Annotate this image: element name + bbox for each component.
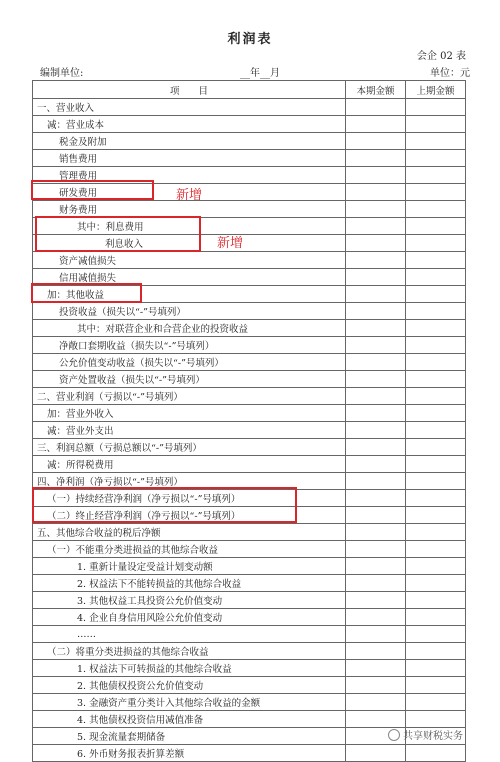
current-amount-cell bbox=[346, 235, 406, 252]
table-row bbox=[33, 524, 466, 541]
row-label: 投资收益（损失以“-”号填列） bbox=[33, 303, 346, 320]
row-label: 四、净利润（净亏损以“-”号填列） bbox=[33, 473, 346, 490]
current-amount-cell bbox=[346, 592, 406, 609]
row-label: 2. 权益法下不能转损益的其他综合收益 bbox=[33, 575, 346, 592]
table-row bbox=[33, 592, 466, 609]
current-amount-cell bbox=[346, 524, 406, 541]
prior-amount-cell bbox=[406, 337, 466, 354]
table-row bbox=[33, 150, 466, 167]
row-label: 其中：利息费用 bbox=[33, 218, 346, 235]
prior-amount-cell bbox=[406, 558, 466, 575]
current-amount-cell bbox=[346, 218, 406, 235]
table-row bbox=[33, 541, 466, 558]
table-row bbox=[33, 116, 466, 133]
current-amount-cell bbox=[346, 405, 406, 422]
row-label: 五、其他综合收益的税后净额 bbox=[33, 524, 346, 541]
column-header-item: 项 目 bbox=[33, 81, 346, 99]
prior-amount-cell bbox=[406, 252, 466, 269]
row-label: 财务费用 bbox=[33, 201, 346, 218]
table-row bbox=[33, 405, 466, 422]
prior-amount-cell bbox=[406, 745, 466, 762]
row-label: 1. 重新计量设定受益计划变动额 bbox=[33, 558, 346, 575]
current-amount-cell bbox=[346, 116, 406, 133]
prior-amount-cell bbox=[406, 592, 466, 609]
table-row bbox=[33, 201, 466, 218]
table-row bbox=[33, 694, 466, 711]
row-label: 减：所得税费用 bbox=[33, 456, 346, 473]
prior-amount-cell bbox=[406, 439, 466, 456]
row-label: 1. 权益法下可转损益的其他综合收益 bbox=[33, 660, 346, 677]
current-amount-cell bbox=[346, 660, 406, 677]
row-label: 5. 现金流量套期储备 bbox=[33, 728, 346, 745]
current-amount-cell bbox=[346, 575, 406, 592]
table-row bbox=[33, 745, 466, 762]
form-code: 会企 02 表 bbox=[416, 51, 466, 62]
prior-amount-cell bbox=[406, 473, 466, 490]
current-amount-cell bbox=[346, 184, 406, 201]
unit-line bbox=[40, 64, 470, 78]
current-amount-cell bbox=[346, 201, 406, 218]
row-label: 减：营业外支出 bbox=[33, 422, 346, 439]
wechat-icon bbox=[388, 729, 400, 741]
current-amount-cell bbox=[346, 609, 406, 626]
row-label: 三、利润总额（亏损总额以“-”号填列） bbox=[33, 439, 346, 456]
prior-amount-cell bbox=[406, 575, 466, 592]
current-amount-cell bbox=[346, 507, 406, 524]
table-row bbox=[33, 660, 466, 677]
table-row bbox=[33, 626, 466, 643]
prior-amount-cell bbox=[406, 694, 466, 711]
prior-amount-cell bbox=[406, 660, 466, 677]
current-amount-cell bbox=[346, 694, 406, 711]
table-row bbox=[33, 711, 466, 728]
prior-amount-cell bbox=[406, 201, 466, 218]
row-label: 资产处置收益（损失以“-”号填列） bbox=[33, 371, 346, 388]
prior-amount-cell bbox=[406, 524, 466, 541]
current-amount-cell bbox=[346, 677, 406, 694]
watermark bbox=[388, 727, 463, 742]
prior-amount-cell bbox=[406, 609, 466, 626]
table-row bbox=[33, 252, 466, 269]
row-label: 资产减值损失 bbox=[33, 252, 346, 269]
row-label: 研发费用 bbox=[33, 184, 346, 201]
table-row bbox=[33, 643, 466, 660]
prior-amount-cell bbox=[406, 303, 466, 320]
row-label: 税金及附加 bbox=[33, 133, 346, 150]
table-row bbox=[33, 133, 466, 150]
highlight-box-net-profit-split bbox=[32, 487, 297, 523]
row-label: 信用减值损失 bbox=[33, 269, 346, 286]
current-amount-cell bbox=[346, 558, 406, 575]
column-header-prior: 上期金额 bbox=[406, 81, 466, 99]
current-amount-cell bbox=[346, 252, 406, 269]
row-label: 二、营业利润（亏损以“-”号填列） bbox=[33, 388, 346, 405]
row-label: 2. 其他债权投资公允价值变动 bbox=[33, 677, 346, 694]
prior-amount-cell bbox=[406, 456, 466, 473]
row-label: 销售费用 bbox=[33, 150, 346, 167]
row-label: 6. 外币财务报表折算差额 bbox=[33, 745, 346, 762]
prior-amount-cell bbox=[406, 218, 466, 235]
current-amount-cell bbox=[346, 167, 406, 184]
row-label: 4. 其他债权投资信用减值准备 bbox=[33, 711, 346, 728]
prior-amount-cell bbox=[406, 507, 466, 524]
row-label: 加：其他收益 bbox=[33, 286, 346, 303]
current-amount-cell bbox=[346, 337, 406, 354]
row-label: 3. 金融资产重分类计入其他综合收益的金额 bbox=[33, 694, 346, 711]
row-label: 净敞口套期收益（损失以“-”号填列） bbox=[33, 337, 346, 354]
row-label: （二）将重分类进损益的其他综合收益 bbox=[33, 643, 346, 660]
row-label: 一、营业收入 bbox=[33, 99, 346, 116]
new-label-rd: 新增 bbox=[176, 188, 203, 203]
current-amount-cell bbox=[346, 99, 406, 116]
prior-amount-cell bbox=[406, 235, 466, 252]
row-label: 加：营业外收入 bbox=[33, 405, 346, 422]
prior-amount-cell bbox=[406, 490, 466, 507]
prior-amount-cell bbox=[406, 643, 466, 660]
highlight-box-other-income bbox=[31, 283, 142, 303]
current-amount-cell bbox=[346, 303, 406, 320]
prior-amount-cell bbox=[406, 677, 466, 694]
prior-amount-cell bbox=[406, 422, 466, 439]
prior-amount-cell bbox=[406, 541, 466, 558]
column-header-current: 本期金额 bbox=[346, 81, 406, 99]
row-label: （一）持续经营净利润（净亏损以“-”号填列） bbox=[33, 490, 346, 507]
current-amount-cell bbox=[346, 626, 406, 643]
table-row bbox=[33, 320, 466, 337]
prior-amount-cell bbox=[406, 99, 466, 116]
prior-amount-cell bbox=[406, 388, 466, 405]
table-header-row bbox=[33, 81, 466, 99]
prior-amount-cell bbox=[406, 116, 466, 133]
table-row bbox=[33, 677, 466, 694]
row-label: 减：营业成本 bbox=[33, 116, 346, 133]
currency-unit: 单位：元 bbox=[430, 68, 470, 79]
prior-amount-cell bbox=[406, 320, 466, 337]
current-amount-cell bbox=[346, 439, 406, 456]
table-row bbox=[33, 422, 466, 439]
current-amount-cell bbox=[346, 286, 406, 303]
current-amount-cell bbox=[346, 745, 406, 762]
table-row bbox=[33, 575, 466, 592]
current-amount-cell bbox=[346, 422, 406, 439]
row-label: （一）不能重分类进损益的其他综合收益 bbox=[33, 541, 346, 558]
table-row bbox=[33, 371, 466, 388]
prior-amount-cell bbox=[406, 405, 466, 422]
prior-amount-cell bbox=[406, 371, 466, 388]
prior-amount-cell bbox=[406, 626, 466, 643]
prior-amount-cell bbox=[406, 150, 466, 167]
current-amount-cell bbox=[346, 473, 406, 490]
row-label: （二）终止经营净利润（净亏损以“-”号填列） bbox=[33, 507, 346, 524]
prior-amount-cell bbox=[406, 354, 466, 371]
table-row bbox=[33, 337, 466, 354]
watermark-text: 共享财税实务 bbox=[403, 731, 463, 742]
prior-amount-cell bbox=[406, 269, 466, 286]
row-label: 利息收入 bbox=[33, 235, 346, 252]
table-row bbox=[33, 558, 466, 575]
prior-amount-cell bbox=[406, 711, 466, 728]
current-amount-cell bbox=[346, 541, 406, 558]
new-label-interest: 新增 bbox=[217, 236, 244, 251]
highlight-box-interest bbox=[35, 216, 201, 252]
table-row bbox=[33, 456, 466, 473]
current-amount-cell bbox=[346, 150, 406, 167]
prior-amount-cell bbox=[406, 133, 466, 150]
company-label: 编制单位: bbox=[40, 68, 84, 79]
current-amount-cell bbox=[346, 490, 406, 507]
table-row bbox=[33, 303, 466, 320]
period-text: __年__月 bbox=[240, 68, 280, 79]
prior-amount-cell bbox=[406, 286, 466, 303]
highlight-box-rd-expense bbox=[31, 180, 154, 200]
table-row bbox=[33, 609, 466, 626]
table-row bbox=[33, 354, 466, 371]
current-amount-cell bbox=[346, 456, 406, 473]
prior-amount-cell bbox=[406, 167, 466, 184]
row-label: …… bbox=[33, 626, 346, 643]
table-row bbox=[33, 439, 466, 456]
current-amount-cell bbox=[346, 643, 406, 660]
current-amount-cell bbox=[346, 388, 406, 405]
current-amount-cell bbox=[346, 269, 406, 286]
table-row bbox=[33, 99, 466, 116]
row-label: 4. 企业自身信用风险公允价值变动 bbox=[33, 609, 346, 626]
current-amount-cell bbox=[346, 320, 406, 337]
current-amount-cell bbox=[346, 354, 406, 371]
current-amount-cell bbox=[346, 371, 406, 388]
prior-amount-cell bbox=[406, 184, 466, 201]
table-row bbox=[33, 388, 466, 405]
current-amount-cell bbox=[346, 133, 406, 150]
row-label: 管理费用 bbox=[33, 167, 346, 184]
row-label: 其中：对联营企业和合营企业的投资收益 bbox=[33, 320, 346, 337]
row-label: 3. 其他权益工具投资公允价值变动 bbox=[33, 592, 346, 609]
report-title: 利润表 bbox=[227, 32, 273, 47]
current-amount-cell bbox=[346, 711, 406, 728]
row-label: 公允价值变动收益（损失以“-”号填列） bbox=[33, 354, 346, 371]
